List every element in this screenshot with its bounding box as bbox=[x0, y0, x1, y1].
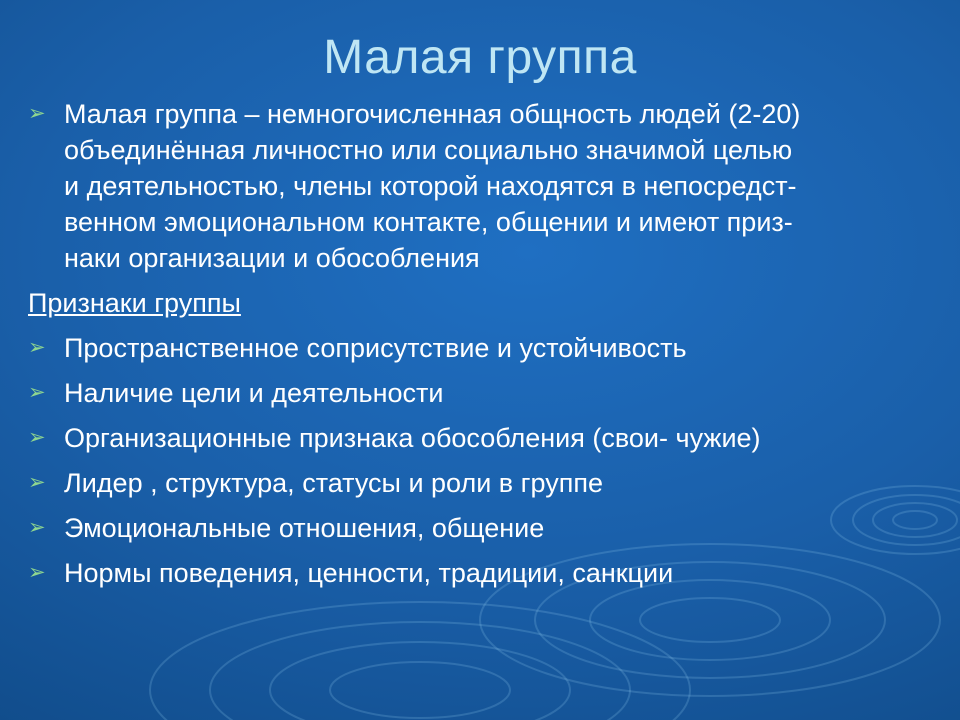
definition-line: наки организации и обособления bbox=[64, 243, 480, 273]
slide-content bbox=[28, 96, 940, 600]
definition-text bbox=[64, 96, 940, 276]
chevron-right-icon: ➢ bbox=[28, 561, 46, 584]
definition-line: венном эмоциональном контакте, общении и имеют приз- bbox=[64, 207, 793, 237]
list-item-text: Лидер , структура, статусы и роли в группе bbox=[64, 468, 603, 498]
list-item bbox=[28, 555, 940, 591]
list-item-text: Эмоциональные отношения, общение bbox=[64, 513, 545, 543]
list-item bbox=[28, 420, 940, 456]
chevron-right-icon: ➢ bbox=[28, 426, 46, 449]
definition-line: и деятельностью, члены которой находятся в непосредст- bbox=[64, 171, 797, 201]
slide-title: Малая группа bbox=[323, 31, 637, 84]
list-item-text: Наличие цели и деятельности bbox=[64, 378, 444, 408]
definition-line: Малая группа – немногочисленная общность людей (2-20) bbox=[64, 99, 801, 129]
definition-line: объединённая личностно или социально значимой целью bbox=[64, 135, 793, 165]
list-item bbox=[28, 375, 940, 411]
chevron-right-icon: ➢ bbox=[28, 471, 46, 494]
list-item-text: Организационные признака обособления (свои- чужие) bbox=[64, 423, 761, 453]
list-item bbox=[28, 330, 940, 366]
chevron-right-icon: ➢ bbox=[28, 102, 46, 125]
chevron-right-icon: ➢ bbox=[28, 381, 46, 404]
list-item bbox=[28, 465, 940, 501]
definition-item bbox=[28, 96, 940, 276]
chevron-right-icon: ➢ bbox=[28, 336, 46, 359]
list-item-text: Пространственное соприсутствие и устойчивость bbox=[64, 333, 687, 363]
chevron-right-icon: ➢ bbox=[28, 516, 46, 539]
subheading: Признаки группы bbox=[28, 288, 241, 318]
list-item bbox=[28, 510, 940, 546]
list-item-text: Нормы поведения, ценности, традиции, санкции bbox=[64, 558, 674, 588]
